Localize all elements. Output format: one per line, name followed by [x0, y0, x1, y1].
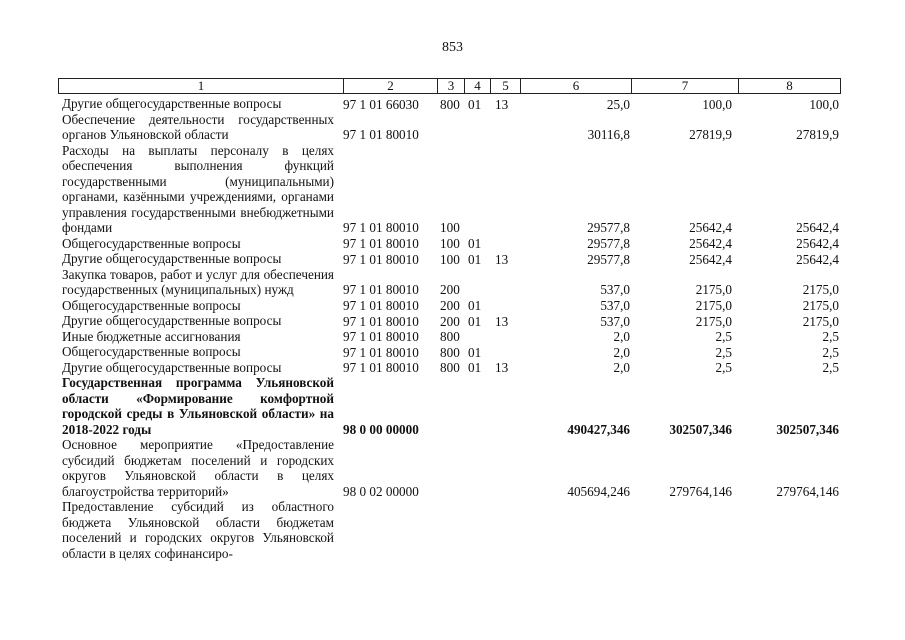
row-value-7: 2175,0 [695, 313, 732, 329]
row-vr: 800 [440, 360, 460, 375]
row-code: 97 1 01 80010 [343, 360, 419, 375]
row-vr: 100 [440, 236, 460, 251]
row-value-8: 100,0 [809, 96, 839, 112]
row-code: 97 1 01 80010 [343, 220, 419, 235]
row-rz: 01 [468, 344, 482, 360]
row-pr: 13 [495, 313, 509, 329]
row-vr: 100 [440, 251, 460, 267]
row-value-6: 537,0 [600, 313, 630, 329]
row-value-7: 2,5 [715, 329, 732, 344]
row-vr: 800 [440, 344, 460, 360]
table-row [0, 96, 905, 112]
row-value-7: 25642,4 [689, 251, 732, 267]
table-row [0, 437, 905, 499]
row-value-7: 25642,4 [689, 220, 732, 235]
row-name: Общегосударственные вопросы [62, 235, 241, 251]
row-code: 97 1 01 80010 [343, 282, 419, 297]
row-vr: 200 [440, 313, 460, 329]
row-code: 97 1 01 80010 [343, 298, 419, 313]
row-value-6: 29577,8 [587, 236, 630, 251]
row-value-8: 25642,4 [796, 236, 839, 251]
row-value-6: 2,0 [613, 360, 630, 375]
row-value-6: 405694,246 [567, 483, 630, 499]
row-value-8: 2175,0 [802, 298, 839, 313]
row-value-6: 490427,346 [567, 421, 630, 437]
row-code: 97 1 01 80010 [343, 344, 419, 360]
row-value-6: 2,0 [613, 329, 630, 344]
row-value-7: 302507,346 [669, 421, 732, 437]
table-row [0, 499, 905, 561]
table-body [0, 96, 905, 561]
row-value-8: 27819,9 [796, 127, 839, 142]
row-name: Обеспечение деятельности государственных органов Ульяновской области [62, 111, 334, 142]
row-name: Расходы на выплаты персоналу в целях обеспечения выполнения функций государственными (муниципальными) органами, казёнными учреждениями, органами управления государственными внебюджетными фондами [62, 142, 334, 235]
table-row [0, 267, 905, 298]
row-rz: 01 [468, 298, 482, 313]
row-value-8: 2,5 [822, 360, 839, 375]
table-row [0, 344, 905, 360]
row-vr: 800 [440, 329, 460, 344]
row-name: Закупка товаров, работ и услуг для обеспечения государственных (муниципальных) нужд [62, 266, 334, 297]
row-value-8: 25642,4 [796, 220, 839, 235]
row-name: Другие общегосударственные вопросы [62, 96, 282, 111]
row-code: 98 0 00 00000 [343, 421, 419, 437]
row-pr: 13 [495, 96, 509, 112]
row-vr: 200 [440, 298, 460, 313]
row-value-7: 279764,146 [669, 483, 732, 499]
row-code: 97 1 01 80010 [343, 236, 419, 251]
row-value-7: 2,5 [715, 344, 732, 360]
row-name: Другие общегосударственные вопросы [62, 251, 282, 266]
row-value-8: 2,5 [822, 344, 839, 360]
row-code: 97 1 01 80010 [343, 329, 419, 344]
row-code: 97 1 01 80010 [343, 313, 419, 329]
table-row [0, 360, 905, 376]
row-value-8: 2175,0 [802, 313, 839, 329]
row-value-6: 29577,8 [587, 220, 630, 235]
row-pr: 13 [495, 251, 509, 267]
table-header [58, 78, 841, 94]
table-row [0, 313, 905, 329]
row-name: Другие общегосударственные вопросы [62, 359, 282, 375]
header-col-6: 6 [520, 79, 631, 93]
row-name: Основное мероприятие «Предоставление субсидий бюджетам поселений и городских округов Ульяновской области в целях благоустройства территорий» [62, 437, 334, 499]
row-value-7: 27819,9 [689, 127, 732, 142]
table-row [0, 375, 905, 437]
table-row [0, 329, 905, 345]
row-value-8: 25642,4 [796, 251, 839, 267]
table-row [0, 143, 905, 236]
row-value-6: 537,0 [600, 298, 630, 313]
row-name: Государственная программа Ульяновской области «Формирование комфортной городской среды в Ульяновской области» на 2018-2022 годы [62, 375, 334, 437]
page-number: 853 [442, 40, 463, 55]
table-row [0, 251, 905, 267]
row-value-6: 2,0 [613, 344, 630, 360]
row-value-8: 2,5 [822, 329, 839, 344]
table-row [0, 112, 905, 143]
row-vr: 100 [440, 220, 460, 235]
row-value-8: 279764,146 [776, 483, 839, 499]
table-row [0, 236, 905, 252]
row-name: Другие общегосударственные вопросы [62, 313, 282, 328]
header-col-8: 8 [738, 79, 840, 93]
row-value-6: 29577,8 [587, 251, 630, 267]
row-code: 98 0 02 00000 [343, 483, 419, 499]
row-value-7: 2175,0 [695, 298, 732, 313]
row-rz: 01 [468, 236, 482, 251]
row-code: 97 1 01 66030 [343, 96, 419, 112]
header-col-7: 7 [631, 79, 738, 93]
row-rz: 01 [468, 360, 482, 375]
row-pr: 13 [495, 360, 509, 375]
row-name: Общегосударственные вопросы [62, 297, 241, 313]
row-value-6: 30116,8 [587, 127, 630, 142]
row-code: 97 1 01 80010 [343, 251, 419, 267]
row-code: 97 1 01 80010 [343, 127, 419, 142]
row-vr: 800 [440, 96, 460, 112]
header-col-1: 1 [197, 78, 205, 93]
row-vr: 200 [440, 282, 460, 297]
row-name: Иные бюджетные ассигнования [62, 328, 241, 344]
row-value-7: 25642,4 [689, 236, 732, 251]
row-value-6: 25,0 [606, 96, 630, 112]
row-rz: 01 [468, 251, 482, 267]
row-value-8: 302507,346 [776, 421, 839, 437]
header-col-5: 5 [490, 79, 520, 93]
row-value-7: 2,5 [715, 360, 732, 375]
header-col-3: 3 [437, 79, 464, 93]
header-col-4: 4 [464, 79, 490, 93]
row-value-7: 2175,0 [695, 282, 732, 297]
header-col-2: 2 [343, 79, 437, 93]
table-row [0, 298, 905, 314]
row-name: Предоставление субсидий из областного бюджета Ульяновской области бюджетам поселений и городских округов Ульяновской области в целях софинансиро- [62, 499, 334, 561]
row-name: Общегосударственные вопросы [62, 344, 241, 359]
row-rz: 01 [468, 96, 482, 112]
row-value-8: 2175,0 [802, 282, 839, 297]
row-value-6: 537,0 [600, 282, 630, 297]
row-value-7: 100,0 [702, 96, 732, 112]
row-rz: 01 [468, 313, 482, 329]
